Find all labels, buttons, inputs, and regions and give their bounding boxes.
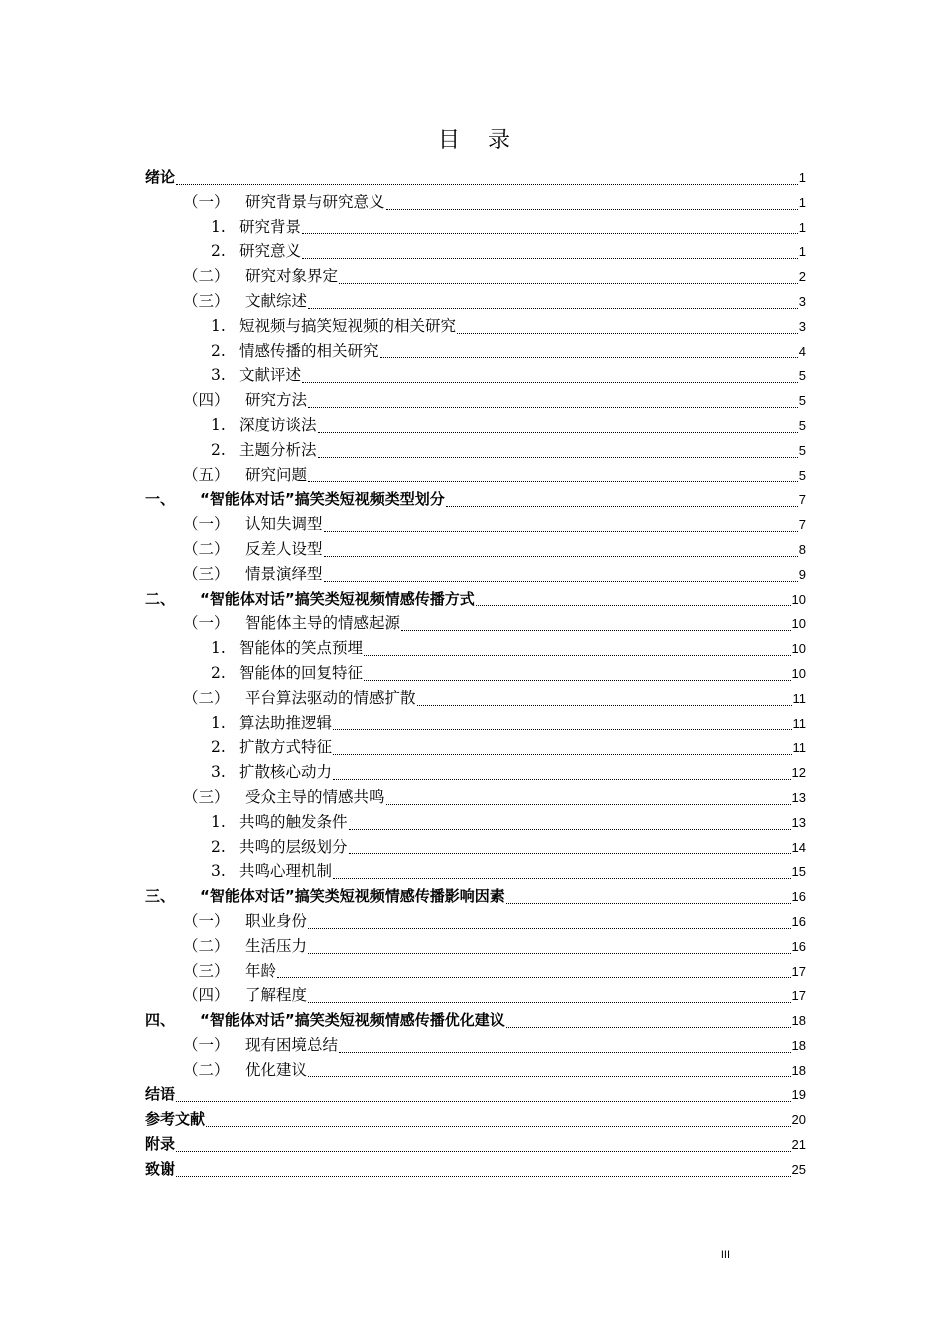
toc-entry-label: “智能体对话”搞笑类短视频情感传播方式 [200,589,475,608]
page-title [0,126,950,156]
toc-entry-label: 文献综述 [245,291,308,310]
toc-entry-number: 1. [211,415,226,434]
toc-entry[interactable] [145,1082,806,1107]
toc-entry-label: 致谢 [145,1159,176,1178]
toc-dot-leader [308,1075,791,1077]
toc-entry-page: 17 [791,963,806,979]
toc-entry-label: 智能体的笑点预埋 [239,639,364,658]
toc-entry[interactable] [145,562,806,587]
toc-dot-leader [333,753,791,755]
toc-entry-number: （四） [183,391,230,410]
toc-entry-label: 情感传播的相关研究 [239,341,379,360]
toc-entry-page: 21 [791,1137,806,1153]
toc-entry-label: “智能体对话”搞笑类短视频情感传播优化建议 [200,1011,505,1030]
toc-entry-page: 18 [791,1062,806,1078]
toc-entry-number: 二、 [145,589,176,608]
toc-entry-page: 7 [798,517,806,533]
toc-entry-page: 10 [791,665,806,681]
toc-entry[interactable] [145,711,806,736]
toc-entry-page: 19 [791,1087,806,1103]
toc-entry-page: 5 [798,467,806,483]
toc-entry[interactable] [145,661,806,686]
toc-entry-page: 20 [791,1112,806,1128]
toc-dot-leader [324,530,798,532]
toc-dot-leader [308,480,798,482]
toc-entry[interactable] [145,438,806,463]
toc-entry-page: 2 [798,269,806,285]
toc-entry-number: （二） [183,267,230,286]
toc-entry-number: （三） [183,291,230,310]
toc-entry[interactable] [145,512,806,537]
toc-entry-page: 8 [798,541,806,557]
toc-dot-leader [349,852,791,854]
toc-dot-leader [506,1026,791,1028]
toc-dot-leader [324,555,798,557]
toc-entry-label: 研究背景与研究意义 [245,192,385,211]
toc-entry-number: 2. [211,242,226,261]
toc-entry[interactable] [145,363,806,388]
toc-entry[interactable] [145,760,806,785]
toc-entry-label: 附录 [145,1135,176,1154]
toc-entry-label: 参考文献 [145,1110,206,1129]
toc-entry-page: 25 [791,1161,806,1177]
toc-entry-page: 16 [791,913,806,929]
toc-entry-label: 情景演绎型 [245,564,323,583]
toc-entry-page: 11 [792,690,806,706]
toc-dot-leader [176,1100,791,1102]
toc-entry-number: 2. [211,341,226,360]
toc-entry[interactable] [145,215,806,240]
toc-entry-page: 18 [791,1013,806,1029]
toc-entry-page: 1 [798,244,806,260]
toc-entry[interactable] [145,686,806,711]
toc-entry-number: 1. [211,639,226,658]
toc-entry-label: 主题分析法 [239,440,317,459]
toc-entry-page: 1 [798,170,806,185]
toc-entry[interactable] [145,884,806,909]
toc-entry[interactable] [145,1058,806,1083]
toc-entry-page: 13 [791,814,806,830]
toc-dot-leader [318,431,798,433]
toc-entry-label: 智能体的回复特征 [239,663,364,682]
toc-dot-leader [302,257,798,259]
toc-entry-page: 11 [792,715,806,731]
toc-entry-page: 16 [791,938,806,954]
toc-dot-leader [206,1125,791,1127]
toc-entry-page: 14 [791,839,806,855]
toc-entry-label: 共鸣心理机制 [239,862,333,881]
toc-entry[interactable] [145,239,806,264]
toc-entry-number: （二） [183,688,230,707]
toc-dot-leader [277,976,791,978]
toc-dot-leader [457,332,798,334]
toc-dot-leader [333,877,791,879]
toc-dot-leader [176,183,798,185]
toc-dot-leader [386,208,798,210]
page-title-char-1: 目 [437,128,462,153]
toc-entry-label: 研究问题 [245,465,308,484]
toc-entry[interactable] [145,636,806,661]
toc-entry[interactable] [145,959,806,984]
toc-entry-page: 11 [792,740,806,756]
toc-entry[interactable] [145,587,806,612]
toc-entry-number: （二） [183,539,230,558]
toc-entry-page: 9 [798,566,806,582]
toc-entry-label: 反差人设型 [245,539,323,558]
toc-entry-number: 3. [211,862,226,881]
toc-entry-page: 10 [791,616,806,632]
toc-dot-leader [302,232,798,234]
toc-dot-leader [308,952,791,954]
toc-entry-label: 受众主导的情感共鸣 [245,787,385,806]
toc-entry[interactable] [145,859,806,884]
toc-entry-label: 扩散方式特征 [239,738,333,757]
toc-entry-number: （四） [183,986,230,1005]
toc-entry-label: 研究意义 [239,242,302,261]
toc-dot-leader [176,1150,791,1152]
toc-entry-label: 深度访谈法 [239,415,317,434]
toc-entry-label: 研究对象界定 [245,267,339,286]
toc-entry-page: 10 [791,591,806,607]
toc-entry[interactable] [145,1033,806,1058]
toc-entry-label: 共鸣的层级划分 [239,837,348,856]
toc-entry-number: 1. [211,812,226,831]
toc-entry-page: 18 [791,1037,806,1053]
toc-entry-page: 5 [798,442,806,458]
toc-dot-leader [380,356,798,358]
toc-entry[interactable] [145,463,806,488]
toc-entry[interactable] [145,190,806,215]
toc-entry-label: 短视频与搞笑短视频的相关研究 [239,316,457,335]
toc-entry-page: 13 [791,789,806,805]
toc-dot-leader [364,679,791,681]
toc-dot-leader [308,406,798,408]
toc-entry-page: 5 [798,368,806,384]
toc-dot-leader [176,1175,791,1177]
toc-dot-leader [364,654,791,656]
toc-entry-page: 1 [798,219,806,235]
toc-entry-page: 7 [798,492,806,508]
toc-dot-leader [324,580,798,582]
toc-entry[interactable] [145,735,806,760]
toc-entry-label: 研究方法 [245,391,308,410]
toc-entry-page: 5 [798,417,806,433]
toc-entry-number: （二） [183,936,230,955]
toc-entry-number: 2. [211,663,226,682]
toc-entry-label: 智能体主导的情感起源 [245,614,401,633]
toc-dot-leader [339,1051,791,1053]
toc-entry-number: 1. [211,217,226,236]
toc-dot-leader [318,456,798,458]
toc-entry-number: （一） [183,911,230,930]
toc-entry[interactable] [145,983,806,1008]
toc-entry[interactable] [145,934,806,959]
toc-entry[interactable] [145,785,806,810]
toc-entry-label: “智能体对话”搞笑类短视频类型划分 [200,490,445,509]
toc-entry-number: （三） [183,787,230,806]
toc-entry-number: （一） [183,614,230,633]
toc-entry-number: 3. [211,763,226,782]
toc-entry-number: （二） [183,1060,230,1079]
toc-entry-label: 文献评述 [239,366,302,385]
toc-entry-page: 10 [791,641,806,657]
toc-entry-number: 3. [211,366,226,385]
toc-entry[interactable] [145,165,806,190]
toc-dot-leader [308,1001,791,1003]
toc-entry-page: 3 [798,293,806,309]
page-number: III [720,1249,730,1261]
toc-entry-label: 共鸣的触发条件 [239,812,348,831]
toc-entry-number: 四、 [145,1011,176,1030]
toc-entry-number: 2. [211,440,226,459]
toc-entry-label: 生活压力 [245,936,308,955]
toc-entry[interactable] [145,487,806,512]
toc-entry-label: 了解程度 [245,986,308,1005]
toc-entry-number: （三） [183,564,230,583]
toc-entry-number: 1. [211,316,226,335]
toc-entry-label: 扩散核心动力 [239,763,333,782]
toc-entry[interactable] [145,289,806,314]
toc-entry[interactable] [145,413,806,438]
table-of-contents [145,165,806,1182]
toc-entry-label: 结语 [145,1085,176,1104]
toc-entry-number: 1. [211,713,226,732]
toc-entry-page: 15 [791,864,806,880]
toc-entry-page: 16 [791,889,806,905]
toc-entry-number: （一） [183,192,230,211]
toc-entry-label: 现有困境总结 [245,1035,339,1054]
toc-entry[interactable] [145,1107,806,1132]
toc-dot-leader [476,604,791,606]
toc-dot-leader [333,778,791,780]
toc-entry-number: 一、 [145,490,176,509]
toc-entry[interactable] [145,339,806,364]
toc-entry[interactable] [145,1132,806,1157]
toc-dot-leader [446,505,798,507]
toc-entry-label: 优化建议 [245,1060,308,1079]
toc-entry[interactable] [145,909,806,934]
toc-entry-number: 三、 [145,887,176,906]
toc-entry[interactable] [145,611,806,636]
toc-entry-label: 认知失调型 [245,515,323,534]
toc-dot-leader [417,704,792,706]
toc-entry-page: 17 [791,988,806,1004]
toc-entry-label: “智能体对话”搞笑类短视频情感传播影响因素 [200,887,505,906]
toc-entry-page: 1 [798,194,806,210]
toc-entry-label: 绪论 [145,168,176,186]
toc-entry-number: （一） [183,1035,230,1054]
toc-entry-page: 4 [798,343,806,359]
toc-entry-page: 12 [791,765,806,781]
toc-entry[interactable] [145,835,806,860]
toc-entry[interactable] [145,1008,806,1033]
toc-entry-number: 2. [211,837,226,856]
toc-dot-leader [401,629,791,631]
toc-entry-page: 3 [798,318,806,334]
toc-dot-leader [506,902,791,904]
toc-entry-number: （五） [183,465,230,484]
toc-dot-leader [333,728,791,730]
toc-entry-label: 平台算法驱动的情感扩散 [245,688,416,707]
toc-entry-number: （一） [183,515,230,534]
toc-entry-label: 研究背景 [239,217,302,236]
toc-entry[interactable] [145,314,806,339]
toc-dot-leader [302,381,798,383]
toc-entry-page: 5 [798,393,806,409]
toc-dot-leader [339,282,798,284]
toc-entry-label: 年龄 [245,961,277,980]
toc-dot-leader [308,927,791,929]
toc-entry-label: 算法助推逻辑 [239,713,333,732]
toc-entry[interactable] [145,1157,806,1182]
page-title-char-2: 录 [488,128,513,153]
toc-entry-number: 2. [211,738,226,757]
toc-dot-leader [308,307,798,309]
toc-entry-label: 职业身份 [245,911,308,930]
toc-entry[interactable] [145,388,806,413]
toc-dot-leader [349,828,791,830]
toc-entry[interactable] [145,264,806,289]
toc-entry[interactable] [145,537,806,562]
toc-entry-number: （三） [183,961,230,980]
toc-dot-leader [386,803,791,805]
toc-entry[interactable] [145,810,806,835]
